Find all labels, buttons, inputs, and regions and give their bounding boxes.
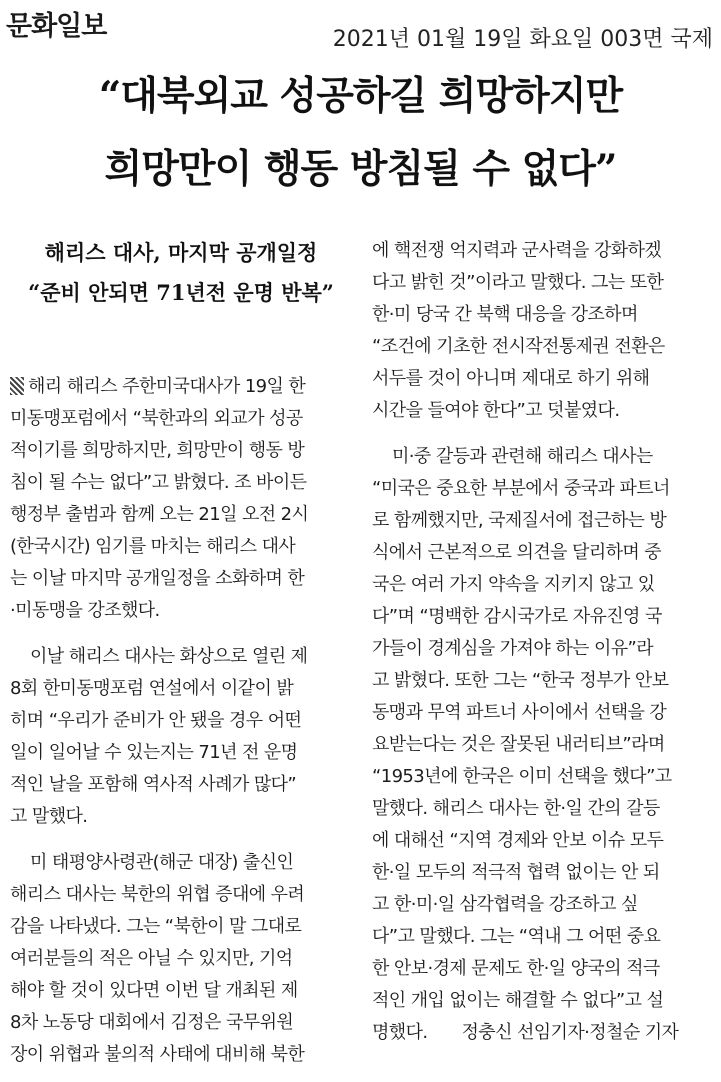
- body-line: 다”며 “명백한 감시국가로 자유진영 국: [372, 606, 662, 627]
- body-line: 이날 해리스 대사는 화상으로 열린 제: [30, 646, 308, 667]
- body-line: 미·중 갈등과 관련해 해리스 대사는: [392, 446, 653, 467]
- body-line: “미국은 중요한 부분에서 중국과 파트너: [372, 478, 670, 499]
- body-line: 행정부 출범과 함께 오는 21일 오전 2시: [10, 504, 309, 525]
- body-line: 다”고 말했다. 그는 “역내 그 어떤 중요: [372, 926, 661, 947]
- body-line: 여러분들의 적은 아닐 수 있지만, 기억: [10, 948, 293, 969]
- body-line: 식에서 근본적으로 의견을 달리하며 중: [372, 542, 662, 563]
- body-line: 에 핵전쟁 억지력과 군사력을 강화하겠: [372, 240, 662, 261]
- body-line: 8차 노동당 대회에서 김정은 국무위원: [10, 1012, 294, 1033]
- body-line: 고 말했다.: [10, 806, 88, 827]
- body-line: 국은 여러 가지 약속을 지키지 않고 있: [372, 574, 655, 595]
- body-line: 서두를 것이 아니며 제대로 하기 위해: [372, 368, 650, 389]
- body-line: (한국시간) 임기를 마치는 해리스 대사: [10, 536, 296, 557]
- body-line: 에 대해선 “지역 경제와 안보 이슈 모두: [372, 830, 664, 851]
- body-line: 는 이날 마지막 공개일정을 소화하며 한: [10, 568, 305, 589]
- body-line: 한·미 당국 간 북핵 대응을 강조하며: [372, 304, 638, 325]
- body-line: 침이 될 수는 없다”고 밝혔다. 조 바이든: [10, 472, 307, 493]
- body-line: 한·일 모두의 적극적 협력 없이는 안 되: [372, 862, 660, 883]
- body-line: 미동맹포럼에서 “북한과의 외교가 성공: [10, 408, 303, 429]
- body-line: 고 밝혔다. 또한 그는 “한국 정부가 안보: [372, 670, 669, 691]
- subheadline: [10, 233, 352, 313]
- body-line: 해리 해리스 주한미국대사가 19일 한: [10, 372, 352, 402]
- headline-line-1: “대북외교 성공하길 희망하지만: [98, 73, 623, 119]
- body-line: 히며 “우리가 준비가 안 됐을 경우 어떤: [10, 710, 302, 731]
- headline: [0, 60, 721, 206]
- body-line: 해야 할 것이 있다면 이번 달 개최된 제: [10, 980, 298, 1001]
- newspaper-logo: 문화일보: [6, 11, 107, 42]
- body-line: 일이 일어날 수 있는지는 71년 전 운명: [10, 742, 298, 763]
- body-line: 적인 개입 없이는 해결할 수 없다”고 설: [372, 990, 664, 1011]
- paragraph-marker-icon: [10, 377, 24, 395]
- body-line: 말했다. 해리스 대사는 한·일 간의 갈등: [372, 798, 660, 819]
- byline: 정충신 선임기자·정철순 기자: [461, 1022, 679, 1043]
- body-line: 한 안보·경제 문제도 한·일 양국의 적극: [372, 958, 660, 979]
- dateline: 2021년 01월 19일 화요일 003면 국제: [332, 27, 713, 52]
- headline-line-2: 희망만이 행동 방침될 수 없다”: [104, 146, 617, 192]
- body-line-last: 명했다. 정충신 선임기자·정철순 기자: [372, 1022, 679, 1043]
- body-line: “1953년에 한국은 이미 선택을 했다”고: [372, 766, 672, 787]
- body-line: 가들이 경계심을 가져야 하는 이유”라: [372, 638, 654, 659]
- body-line: 적인 날을 포함해 역사적 사례가 많다”: [10, 774, 297, 795]
- body-line: 8회 한미동맹포럼 연설에서 이같이 밝: [10, 678, 294, 699]
- body-line: 해리스 대사는 북한의 위협 증대에 우려: [10, 884, 305, 905]
- body-line: “조건에 기초한 전시작전통제권 전환은: [372, 336, 665, 357]
- body-line: ·미동맹을 강조했다.: [10, 600, 160, 621]
- body-line: 장이 위협과 불의적 사태에 대비해 북한: [10, 1044, 305, 1065]
- subheadline-line-1: 해리스 대사, 마지막 공개일정: [44, 240, 318, 265]
- body-line: 로 함께했지만, 국제질서에 접근하는 방: [372, 510, 667, 531]
- subheadline-line-2: “준비 안되면 71년전 운명 반복”: [28, 280, 334, 305]
- body-line: 다고 밝힌 것”이라고 말했다. 그는 또한: [372, 272, 664, 293]
- body-line: 감을 나타냈다. 그는 “북한이 말 그대로: [10, 916, 302, 937]
- body-line: 요받는다는 것은 잘못된 내러티브”라며: [372, 734, 665, 755]
- body-line: 적이기를 희망하지만, 희망만이 행동 방: [10, 440, 305, 461]
- body-line: 미 태평양사령관(해군 대장) 출신인: [30, 852, 294, 873]
- body-line: 동맹과 무역 파트너 사이에서 선택을 강: [372, 702, 667, 723]
- body-line: 고 한·미·일 삼각협력을 강조하고 싶: [372, 894, 638, 915]
- body-line: 시간을 들여야 한다”고 덧붙였다.: [372, 400, 620, 421]
